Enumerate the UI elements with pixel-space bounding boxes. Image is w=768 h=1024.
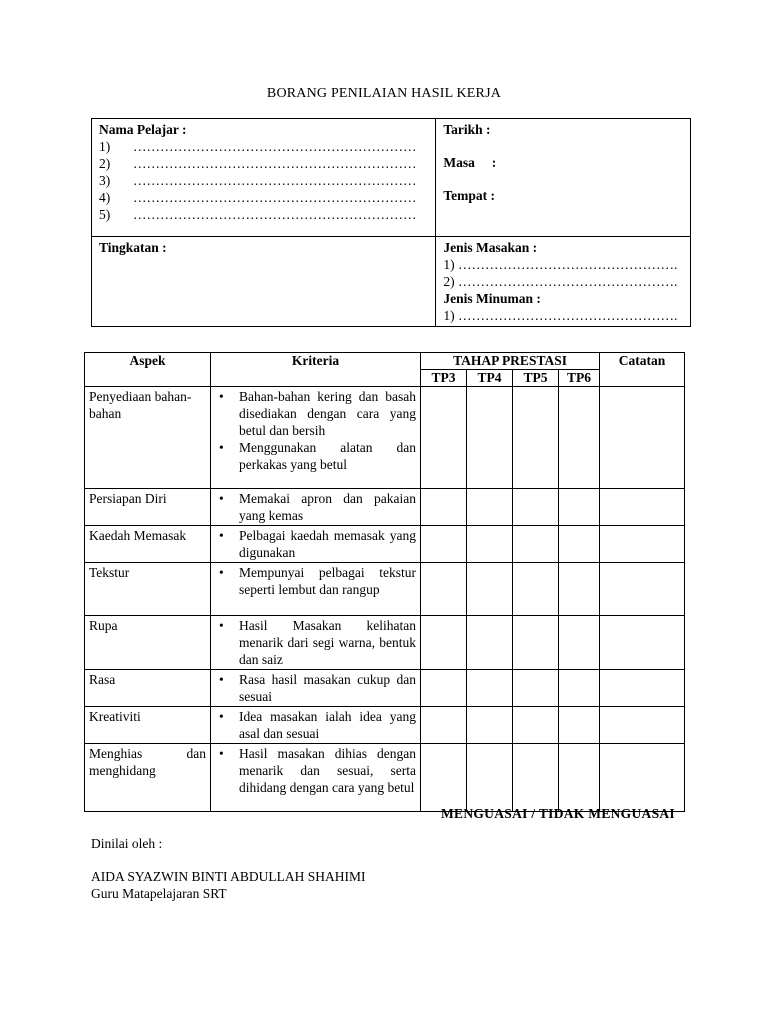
date-time-place-cell [436, 119, 691, 237]
kriteria-cell [211, 489, 421, 526]
kriteria-text: Memakai apron dan pakaian yang kemas [239, 491, 416, 523]
tp4-cell[interactable] [467, 670, 513, 707]
student-list [99, 138, 429, 223]
catatan-cell[interactable] [600, 744, 685, 812]
student-name-blank: ……………………………………………………… [133, 156, 417, 171]
tp3-cell[interactable] [421, 387, 467, 489]
catatan-cell[interactable] [600, 616, 685, 670]
tp5-header: TP5 [513, 370, 559, 387]
jenis-masakan-label: Jenis Masakan : [443, 240, 538, 255]
student-number: 2) [99, 156, 111, 171]
mastery-summary: MENGUASAI / TIDAK MENGUASAI [440, 806, 675, 821]
table-row [85, 526, 685, 563]
tp5-cell[interactable] [513, 744, 559, 812]
assessor-name: AIDA SYAZWIN BINTI ABDULLAH SHAHIMI [91, 869, 366, 884]
table-row [85, 744, 685, 812]
kriteria-text: Mempunyai pelbagai tekstur seperti lembut dan rangup [239, 565, 416, 597]
tp5-cell[interactable] [513, 670, 559, 707]
aspek-cell: Kaedah Memasak [85, 526, 211, 563]
kriteria-bullet-item [217, 527, 416, 561]
bullet-icon: • [219, 618, 224, 633]
kriteria-header: Kriteria [211, 353, 421, 387]
tp4-header: TP4 [467, 370, 513, 387]
masakan-line: 1) …………………………………………. [443, 257, 678, 272]
bullet-icon: • [219, 672, 224, 687]
bullet-icon: • [219, 389, 224, 404]
tp4-cell[interactable] [467, 707, 513, 744]
tp6-cell[interactable] [559, 744, 600, 812]
tempat-label: Tempat : [443, 188, 495, 203]
assessment-table [84, 352, 685, 812]
table-row [85, 489, 685, 526]
bullet-icon: • [219, 746, 224, 761]
tp4-cell[interactable] [467, 744, 513, 812]
kriteria-bullet-item [217, 564, 416, 598]
kriteria-text: Pelbagai kaedah memasak yang digunakan [239, 528, 416, 560]
kriteria-bullet-item [217, 671, 416, 705]
student-name-blank: ……………………………………………………… [133, 190, 417, 205]
aspek-header: Aspek [85, 353, 211, 387]
aspek-cell: Persiapan Diri [85, 489, 211, 526]
aspek-cell: Rasa [85, 670, 211, 707]
student-name-blank: ……………………………………………………… [133, 173, 417, 188]
tp6-cell[interactable] [559, 489, 600, 526]
tp3-cell[interactable] [421, 616, 467, 670]
tp4-cell[interactable] [467, 616, 513, 670]
dinilai-oleh-label: Dinilai oleh : [91, 836, 163, 851]
kriteria-cell [211, 707, 421, 744]
tp3-cell[interactable] [421, 670, 467, 707]
tp5-cell[interactable] [513, 707, 559, 744]
kriteria-bullet-item [217, 490, 416, 524]
student-number: 1) [99, 139, 111, 154]
tp5-cell[interactable] [513, 616, 559, 670]
kriteria-bullet-item [217, 388, 416, 439]
kriteria-text: Menggunakan alatan dan perkakas yang betul [239, 440, 416, 472]
bullet-icon: • [219, 491, 224, 506]
tahap-prestasi-header: TAHAP PRESTASI [421, 353, 600, 370]
kriteria-cell [211, 744, 421, 812]
student-number: 3) [99, 173, 111, 188]
student-name-blank: ……………………………………………………… [133, 207, 417, 222]
table-row [85, 707, 685, 744]
catatan-cell[interactable] [600, 387, 685, 489]
tp3-cell[interactable] [421, 526, 467, 563]
menu-cell [436, 237, 691, 327]
bullet-icon: • [219, 565, 224, 580]
tp5-cell[interactable] [513, 489, 559, 526]
bullet-icon: • [219, 528, 224, 543]
kriteria-bullet-item [217, 439, 416, 473]
kriteria-cell [211, 616, 421, 670]
tp4-cell[interactable] [467, 526, 513, 563]
kriteria-cell [211, 526, 421, 563]
jenis-minuman-label: Jenis Minuman : [443, 291, 541, 306]
aspek-cell: Tekstur [85, 563, 211, 616]
aspek-cell: Menghias dan menghidang [85, 744, 211, 812]
table-row [85, 670, 685, 707]
tp3-header: TP3 [421, 370, 467, 387]
tp5-cell[interactable] [513, 387, 559, 489]
tp6-cell[interactable] [559, 526, 600, 563]
tp6-cell[interactable] [559, 616, 600, 670]
student-line [99, 172, 429, 189]
tp3-cell[interactable] [421, 563, 467, 616]
assessor-role: Guru Matapelajaran SRT [91, 886, 227, 901]
aspek-cell: Kreativiti [85, 707, 211, 744]
tp6-cell[interactable] [559, 563, 600, 616]
tp4-cell[interactable] [467, 563, 513, 616]
kriteria-bullet-item [217, 617, 416, 668]
bullet-icon: • [219, 709, 224, 724]
aspek-cell: Rupa [85, 616, 211, 670]
tarikh-label: Tarikh : [443, 122, 491, 137]
catatan-cell[interactable] [600, 670, 685, 707]
student-names-cell [92, 119, 436, 237]
table-row [85, 387, 685, 489]
aspek-cell: Penyediaan bahan-bahan [85, 387, 211, 489]
kriteria-text: Hasil masakan dihias dengan menarik dan sesuai, serta dihidang dengan cara yang betul [239, 746, 416, 795]
kriteria-cell [211, 670, 421, 707]
tp5-cell[interactable] [513, 526, 559, 563]
student-number: 5) [99, 207, 111, 222]
tingkatan-label: Tingkatan : [99, 240, 167, 255]
masa-label: Masa : [443, 155, 497, 170]
minuman-line: 1) …………………………………………. [443, 308, 678, 323]
student-line [99, 138, 429, 155]
nama-pelajar-label: Nama Pelajar : [99, 122, 187, 137]
table-row [85, 563, 685, 616]
kriteria-text: Idea masakan ialah idea yang asal dan sesuai [239, 709, 416, 741]
tp5-cell[interactable] [513, 563, 559, 616]
catatan-cell[interactable] [600, 563, 685, 616]
tp4-cell[interactable] [467, 489, 513, 526]
tp6-cell[interactable] [559, 670, 600, 707]
kriteria-bullet-item [217, 745, 416, 796]
kriteria-bullet-item [217, 708, 416, 742]
student-name-blank: ……………………………………………………… [133, 139, 417, 154]
catatan-cell[interactable] [600, 489, 685, 526]
tp3-cell[interactable] [421, 744, 467, 812]
tingkatan-cell [92, 237, 436, 327]
table-row [85, 616, 685, 670]
tp3-cell[interactable] [421, 707, 467, 744]
kriteria-cell [211, 387, 421, 489]
catatan-cell[interactable] [600, 707, 685, 744]
kriteria-cell [211, 563, 421, 616]
catatan-header: Catatan [600, 353, 685, 387]
kriteria-text: Hasil Masakan kelihatan menarik dari segi warna, bentuk dan saiz [239, 618, 416, 667]
student-line [99, 189, 429, 206]
tp6-header: TP6 [559, 370, 600, 387]
masakan-line: 2) …………………………………………. [443, 274, 678, 289]
kriteria-text: Rasa hasil masakan cukup dan sesuai [239, 672, 416, 704]
form-title: BORANG PENILAIAN HASIL KERJA [266, 86, 502, 101]
bullet-icon: • [219, 440, 224, 455]
tp6-cell[interactable] [559, 707, 600, 744]
student-info-table [91, 118, 691, 327]
tp3-cell[interactable] [421, 489, 467, 526]
tp6-cell[interactable] [559, 387, 600, 489]
student-number: 4) [99, 190, 111, 205]
kriteria-text: Bahan-bahan kering dan basah disediakan dengan cara yang betul dan bersih [239, 389, 416, 438]
student-line [99, 155, 429, 172]
tp4-cell[interactable] [467, 387, 513, 489]
catatan-cell[interactable] [600, 526, 685, 563]
student-line [99, 206, 429, 223]
